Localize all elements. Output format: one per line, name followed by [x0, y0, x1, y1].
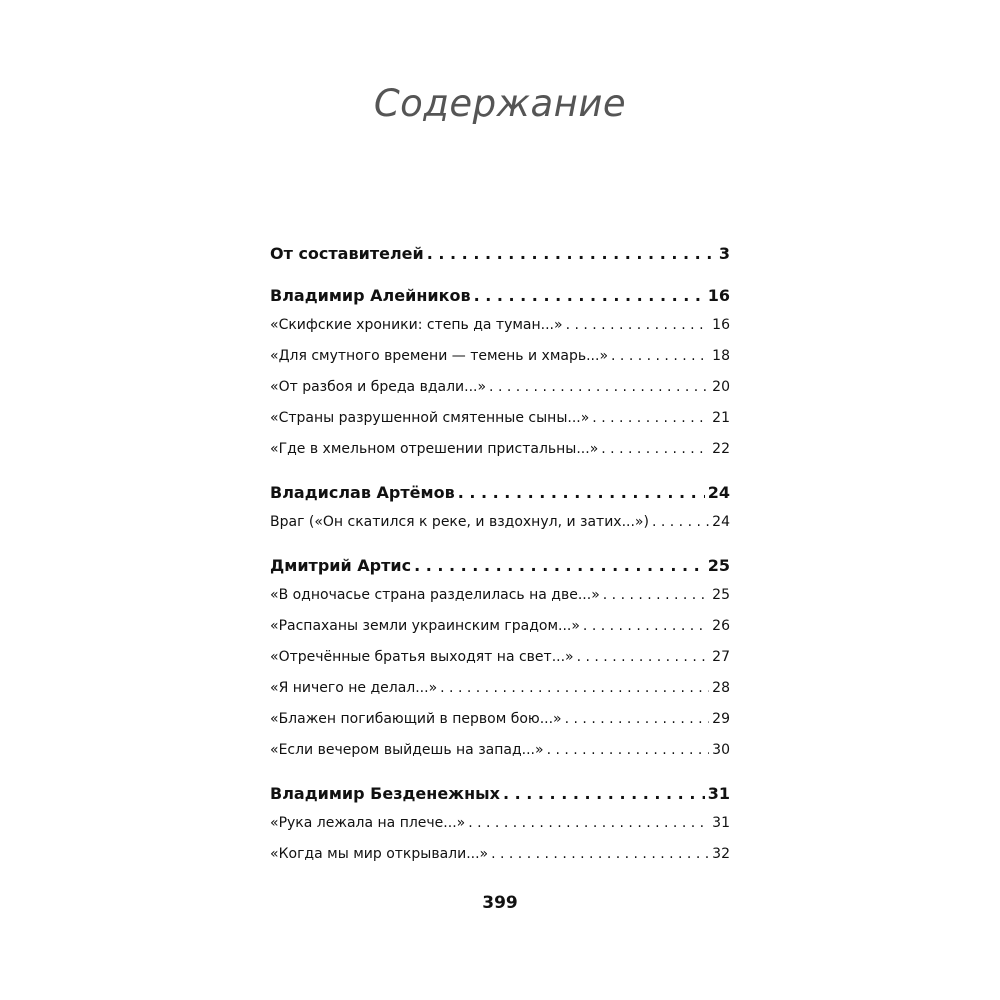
toc-section [270, 780, 730, 870]
dot-leader [468, 808, 709, 839]
toc-poem-title: «Если вечером выйдешь на запад...» [270, 742, 544, 758]
toc-author-name: Владимир Безденежных [270, 784, 500, 803]
toc-section [270, 240, 730, 268]
dot-leader [565, 704, 710, 735]
toc-poem-entry[interactable] [270, 403, 730, 434]
toc-poem-title: «Где в хмельном отрешении пристальны...» [270, 441, 599, 457]
toc-poem-title: «Для смутного времени — темень и хмарь...» [270, 348, 609, 364]
toc-author-entry[interactable] [270, 552, 730, 580]
toc-page-number: 25 [707, 556, 730, 575]
dot-leader [652, 507, 709, 538]
toc-page-number: 22 [712, 441, 730, 457]
toc-author-entry[interactable] [270, 479, 730, 507]
toc-poem-title: «От разбоя и бреда вдали...» [270, 379, 487, 395]
dot-leader [440, 673, 709, 704]
dot-leader [547, 735, 710, 766]
dot-leader [577, 642, 710, 673]
toc-page-number: 16 [712, 317, 730, 333]
dot-leader [583, 611, 709, 642]
dot-leader [491, 839, 709, 870]
toc-page-number: 25 [712, 587, 730, 603]
toc-page-number: 28 [712, 680, 730, 696]
toc-page-number: 24 [707, 483, 730, 502]
toc-poem-title: «Рука лежала на плече...» [270, 815, 466, 831]
toc-poem-entry[interactable] [270, 673, 730, 704]
toc-poem-title: «Страны разрушенной смятенные сыны...» [270, 410, 590, 426]
toc-poem-entry[interactable] [270, 611, 730, 642]
toc-poem-title: «Блажен погибающий в первом бою...» [270, 711, 562, 727]
dot-leader [414, 552, 705, 580]
toc-section [270, 479, 730, 538]
dot-leader [458, 479, 705, 507]
toc-author-name: Владимир Алейников [270, 286, 471, 305]
toc-page-number: 26 [712, 618, 730, 634]
toc-page-number: 21 [712, 410, 730, 426]
toc-poem-entry[interactable] [270, 735, 730, 766]
toc-author-name: Владислав Артёмов [270, 483, 455, 502]
dot-leader [474, 282, 705, 310]
dot-leader [611, 341, 709, 372]
toc-page-number: 30 [712, 742, 730, 758]
toc-poem-title: Враг («Он скатился к реке, и вздохнул, и затих...») [270, 514, 649, 530]
toc-page-number: 18 [712, 348, 730, 364]
dot-leader [489, 372, 709, 403]
toc-author-name: От составителей [270, 244, 424, 263]
toc-poem-title: «Когда мы мир открывали...» [270, 846, 489, 862]
toc-page-number: 31 [707, 784, 730, 803]
toc-poem-title: «Скифские хроники: степь да туман...» [270, 317, 563, 333]
toc-page-number: 31 [712, 815, 730, 831]
table-of-contents [270, 240, 730, 870]
toc-page-number: 3 [718, 244, 730, 263]
toc-section [270, 552, 730, 766]
toc-poem-title: «В одночасье страна разделилась на две...» [270, 587, 600, 603]
toc-poem-entry[interactable] [270, 642, 730, 673]
toc-poem-entry[interactable] [270, 372, 730, 403]
toc-poem-entry[interactable] [270, 839, 730, 870]
toc-page-number: 16 [707, 286, 730, 305]
toc-poem-entry[interactable] [270, 310, 730, 341]
page-number: 399 [482, 893, 518, 913]
dot-leader [592, 403, 709, 434]
dot-leader [427, 240, 716, 268]
dot-leader [601, 434, 709, 465]
toc-author-entry[interactable] [270, 780, 730, 808]
toc-poem-title: «Я ничего не делал...» [270, 680, 438, 696]
dot-leader [603, 580, 709, 611]
toc-page-number: 24 [712, 514, 730, 530]
toc-poem-title: «Отречённые братья выходят на свет...» [270, 649, 574, 665]
toc-poem-entry[interactable] [270, 580, 730, 611]
toc-section [270, 282, 730, 465]
toc-poem-entry[interactable] [270, 341, 730, 372]
toc-author-name: Дмитрий Артис [270, 556, 412, 575]
toc-poem-title: «Распаханы земли украинским градом...» [270, 618, 580, 634]
toc-poem-entry[interactable] [270, 808, 730, 839]
toc-page-number: 29 [712, 711, 730, 727]
toc-author-entry[interactable] [270, 282, 730, 310]
toc-poem-entry[interactable] [270, 507, 730, 538]
toc-author-entry[interactable] [270, 240, 730, 268]
toc-poem-entry[interactable] [270, 704, 730, 735]
dot-leader [566, 310, 710, 341]
toc-page-number: 32 [712, 846, 730, 862]
toc-page-number: 20 [712, 379, 730, 395]
toc-poem-entry[interactable] [270, 434, 730, 465]
toc-page-number: 27 [712, 649, 730, 665]
dot-leader [503, 780, 705, 808]
page-title: Содержание [373, 82, 627, 125]
